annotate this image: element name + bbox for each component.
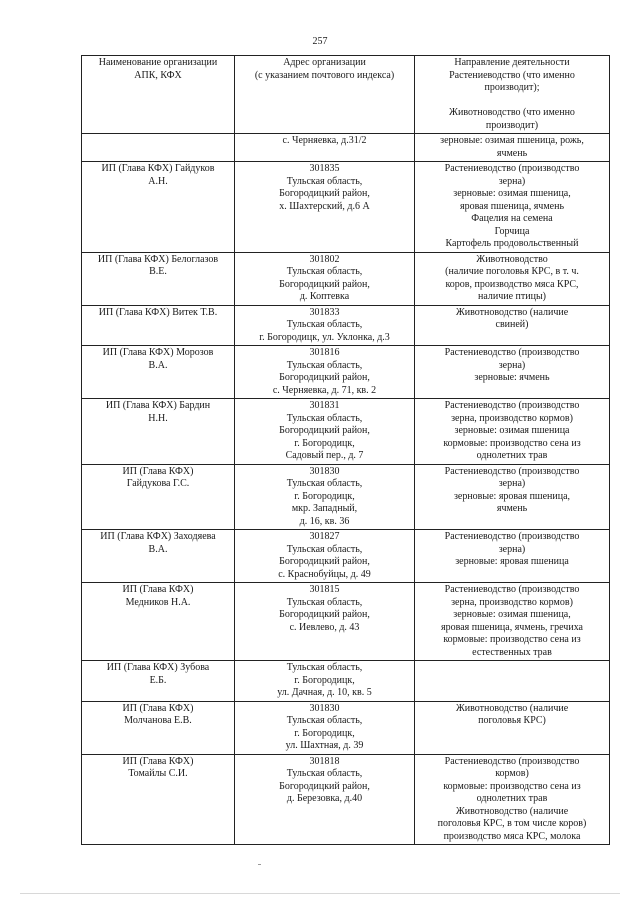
cell-address: 301802 Тульская область, Богородицкий район, д. Коптевка <box>235 252 415 305</box>
cell-activity: Растениеводство (производство зерна) зерновые: озимая пшеница, яровая пшеница, ячмень Фацелия на семена Горчица Картофель продовольственный <box>415 162 610 253</box>
table-row <box>82 583 610 661</box>
cell-address: с. Черняевка, д.31/2 <box>235 134 415 162</box>
cell-activity: Животноводство (наличие свиней) <box>415 305 610 346</box>
cell-address: 301835 Тульская область, Богородицкий район, х. Шахтерский, д.6 А <box>235 162 415 253</box>
table-row <box>82 530 610 583</box>
page-number: 257 <box>312 36 328 47</box>
cell-organization-name: ИП (Глава КФХ) Заходяева В.А. <box>82 530 235 583</box>
cell-activity: Растениеводство (производство зерна) зерновые: яровая пшеница, ячмень <box>415 464 610 530</box>
cell-activity: Растениеводство (производство кормов) кормовые: производство сена из однолетних трав Животноводство (наличие поголовья КРС, в том числе коров) производство мяса КРС, молока <box>415 754 610 845</box>
table-row <box>82 754 610 845</box>
header-organization-name: Наименование организации АПК, КФХ <box>82 56 235 134</box>
header-address: Адрес организации (с указанием почтового индекса) <box>235 56 415 134</box>
table-row <box>82 346 610 399</box>
cell-address: 301816 Тульская область, Богородицкий район, с. Черняевка, д. 71, кв. 2 <box>235 346 415 399</box>
cell-organization-name: ИП (Глава КФХ) Томайлы С.И. <box>82 754 235 845</box>
cell-organization-name: ИП (Глава КФХ) Витек Т.В. <box>82 305 235 346</box>
cell-activity: Растениеводство (производство зерна, производство кормов) зерновые: озимая пшеница, яровая пшеница, ячмень, гречиха кормовые: производство сена из естественных трав <box>415 583 610 661</box>
cell-organization-name: ИП (Глава КФХ) Молчанова Е.В. <box>82 701 235 754</box>
cell-organization-name: ИП (Глава КФХ) Медников Н.А. <box>82 583 235 661</box>
cell-organization-name: ИП (Глава КФХ) Бардин Н.Н. <box>82 399 235 465</box>
cell-organization-name: ИП (Глава КФХ) Гайдуков А.Н. <box>82 162 235 253</box>
cell-address: 301830 Тульская область, г. Богородицк, мкр. Западный, д. 16, кв. 36 <box>235 464 415 530</box>
cell-organization-name: ИП (Глава КФХ) Гайдукова Г.С. <box>82 464 235 530</box>
cell-activity: Животноводство (наличие поголовья КРС) <box>415 701 610 754</box>
table-row <box>82 305 610 346</box>
cell-address: 301818 Тульская область, Богородицкий район, д. Березовка, д.40 <box>235 754 415 845</box>
cell-organization-name <box>82 134 235 162</box>
table-row <box>82 661 610 702</box>
cell-organization-name: ИП (Глава КФХ) Белоглазов В.Е. <box>82 252 235 305</box>
cell-activity: Растениеводство (производство зерна) зерновые: ячмень <box>415 346 610 399</box>
table-row <box>82 399 610 465</box>
table-row <box>82 701 610 754</box>
cell-address: Тульская область, г. Богородицк, ул. Дачная, д. 10, кв. 5 <box>235 661 415 702</box>
table-row <box>82 252 610 305</box>
cell-address: 301815 Тульская область, Богородицкий район, с. Иевлево, д. 43 <box>235 583 415 661</box>
table-body <box>82 134 610 845</box>
cell-address: 301831 Тульская область, Богородицкий район, г. Богородицк, Садовый пер., д. 7 <box>235 399 415 465</box>
cell-address: 301833 Тульская область, г. Богородицк, ул. Уклонка, д.3 <box>235 305 415 346</box>
header-activity: Направление деятельности Растениеводство (что именно производит); Животноводство (что именно производит) <box>415 56 610 134</box>
cell-activity: Растениеводство (производство зерна) зерновые: яровая пшеница <box>415 530 610 583</box>
scan-artifact <box>20 893 620 894</box>
table-header-row <box>82 56 610 134</box>
cell-activity <box>415 661 610 702</box>
cell-address: 301827 Тульская область, Богородицкий район, с. Краснобуйцы, д. 49 <box>235 530 415 583</box>
table-row <box>82 464 610 530</box>
cell-activity: Животноводство (наличие поголовья КРС, в т. ч. коров, производство мяса КРС, наличие птицы) <box>415 252 610 305</box>
cell-organization-name: ИП (Глава КФХ) Зубова Е.Б. <box>82 661 235 702</box>
table-row <box>82 162 610 253</box>
scan-artifact <box>258 864 261 865</box>
farms-registry-table <box>81 55 610 845</box>
cell-activity: Растениеводство (производство зерна, производство кормов) зерновые: озимая пшеница кормовые: производство сена из однолетних трав <box>415 399 610 465</box>
table-row <box>82 134 610 162</box>
cell-address: 301830 Тульская область, г. Богородицк, ул. Шахтная, д. 39 <box>235 701 415 754</box>
cell-organization-name: ИП (Глава КФХ) Морозов В.А. <box>82 346 235 399</box>
cell-activity: зерновые: озимая пшеница, рожь, ячмень <box>415 134 610 162</box>
